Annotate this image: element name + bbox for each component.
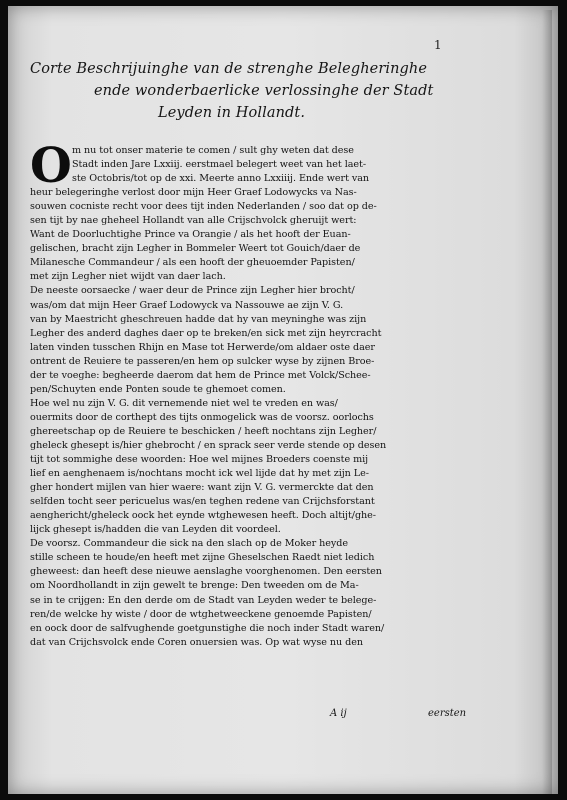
- text-line: dat van Crijchsvolck ende Coren onuersien was. Op wat wyse nu den: [30, 636, 363, 648]
- text-line: gheleck ghesept is/hier ghebrocht / en sprack seer verde stende op desen: [30, 439, 387, 451]
- text-line: ouermits door de corthept des tijts onmogelick was de voorsz. oorlochs: [30, 411, 374, 423]
- drop-capital: O: [30, 138, 72, 194]
- text-line: ontrent de Reuiere te passeren/en hem op sulcker wyse by zijnen Broe-: [30, 355, 375, 367]
- text-line: souwen cocniste recht voor dees tijt inden Nederlanden / soo dat op de-: [30, 201, 377, 213]
- text-line: ghereetschap op de Reuiere te beschicken / heeft nochtans zijn Legher/: [30, 425, 377, 437]
- body-text: [30, 138, 450, 650]
- text-line: gher hondert mijlen van hier waere: want zijn V. G. vermerckte dat den: [30, 482, 374, 494]
- text-line: ren/de welcke hy wiste / door de wtghetweeckene genoemde Papisten/: [30, 608, 372, 620]
- text-line: met zijn Legher niet wijdt van daer lach.: [30, 271, 226, 283]
- text-line: m nu tot onser materie te comen / sult ghy weten dat dese: [72, 145, 354, 156]
- text-line: ste Octobris/tot op de xxi. Meerte anno Lxxiiij. Ende wert van: [72, 173, 370, 185]
- text-line: der te voeghe: begheerde daerom dat hem de Prince met Volck/Schee-: [30, 369, 371, 381]
- text-line: se in te crijgen: En den derde om de Stadt van Leyden weder te belege-: [30, 594, 377, 606]
- text-line: gelischen, bracht zijn Legher in Bommeler Weert tot Gouich/daer de: [30, 243, 361, 255]
- page-footer: [30, 708, 467, 724]
- title-line-3: Leyden in Hollandt.: [158, 105, 306, 121]
- text-line: en oock door de salfvughende goetgunstighe die noch inder Stadt waren/: [30, 622, 385, 634]
- text-line: van by Maestricht gheschreuen hadde dat hy van meyninghe was zijn: [30, 313, 367, 325]
- text-line: selfden tocht seer pericuelus was/en teghen redene van Crijchsforstant: [30, 496, 375, 508]
- text-line: tijt tot sommighe dese woorden: Hoe wel mijnes Broeders coenste mij: [30, 454, 369, 466]
- text-line: Want de Doorluchtighe Prince va Orangie / als het hooft der Euan-: [30, 229, 351, 241]
- text-line: gheweest: dan heeft dese nieuwe aenslaghe voorghenomen. Den eersten: [30, 566, 382, 578]
- folio-mark: 1: [434, 38, 442, 52]
- text-line: pen/Schuyten ende Ponten soude te ghemoet comen.: [30, 383, 286, 395]
- text-line: Hoe wel nu zijn V. G. dit vernemende niet wel te vreden en was/: [30, 397, 338, 409]
- text-line: Milanesche Commandeur / als een hooft der gheuoemder Papisten/: [30, 257, 355, 269]
- text-line: lief en aenghenaem is/nochtans mocht ick wel lijde dat hy met zijn Le-: [30, 468, 369, 480]
- text-line: sen tijt by nae gheheel Hollandt van alle Crijschvolck gheruijt wert:: [30, 215, 357, 227]
- catchword: eersten: [428, 708, 467, 719]
- text-line: lijck ghesept is/hadden die van Leyden dit voordeel.: [30, 524, 281, 536]
- text-line: laten vinden tusschen Rhijn en Mase tot Herwerde/om aldaer oste daer: [30, 341, 375, 353]
- text-line: om Noordhollandt in zijn gewelt te brenge: Den tweeden om de Ma-: [30, 580, 359, 592]
- title-line-2: ende wonderbaerlicke verlossinghe der Stadt: [94, 83, 434, 99]
- text-line: Legher des anderd daghes daer op te breken/en sick met zijn heyrcracht: [30, 327, 382, 339]
- page-title: [30, 58, 470, 124]
- text-line: De voorsz. Commandeur die sick na den slach op de Moker heyde: [30, 538, 348, 550]
- text-line: was/om dat mijn Heer Graef Lodowyck va Nassouwe ae zijn V. G.: [30, 299, 344, 311]
- signature-mark: A ij: [330, 708, 347, 719]
- text-line: aenghericht/gheleck oock het eynde wtghewesen heeft. Doch altijt/ghe-: [30, 510, 376, 522]
- title-line-1: Corte Beschrijuinghe van de strenghe Belegheringhe: [30, 61, 428, 77]
- text-line: heur belegeringhe verlost door mijn Heer Graef Lodowycks va Nas-: [30, 187, 357, 199]
- text-line: stille scheen te houde/en heeft met zijne Gheselschen Raedt niet ledich: [30, 552, 375, 564]
- page-edge-shadow: [542, 10, 552, 794]
- text-line: De neeste oorsaecke / waer deur de Prince zijn Legher hier brocht/: [30, 285, 355, 297]
- text-line: Stadt inden Jare Lxxiij. eerstmael belegert weet van het laet-: [72, 159, 367, 171]
